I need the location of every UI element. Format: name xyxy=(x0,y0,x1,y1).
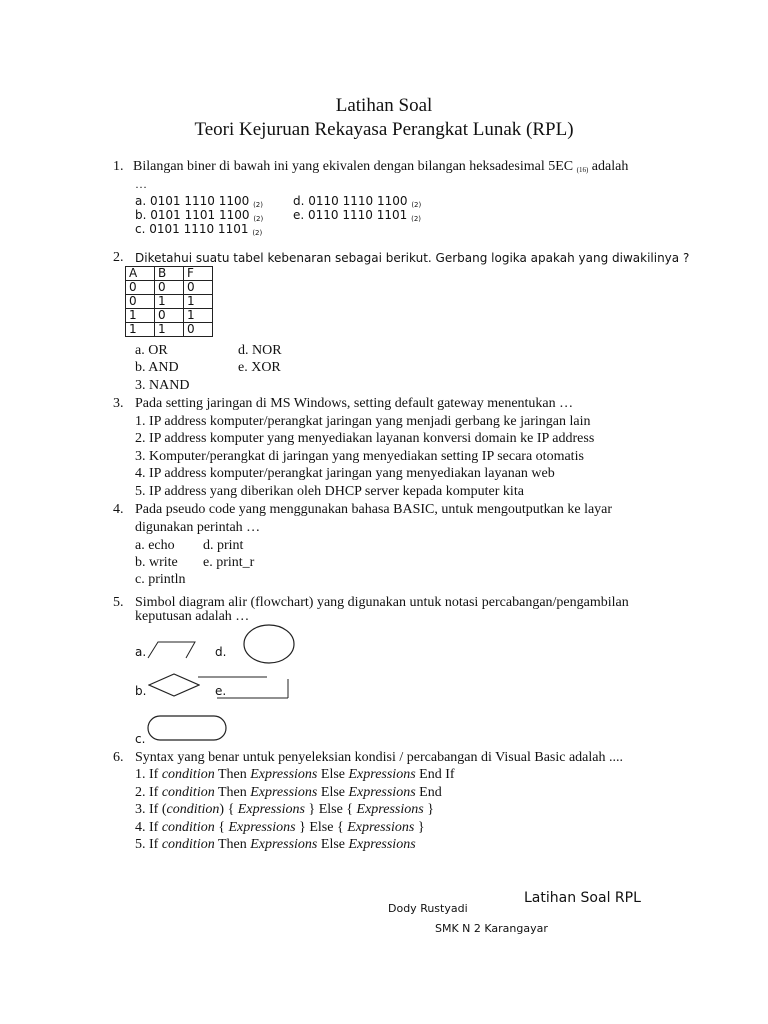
q1-option-c xyxy=(135,223,262,237)
truth-table-cell: 1 xyxy=(155,295,184,309)
truth-table xyxy=(125,266,213,337)
q6-option-3 xyxy=(135,803,434,817)
truth-table-header xyxy=(126,267,213,281)
q6-word: If xyxy=(149,767,159,782)
q6-word-italic: condition xyxy=(161,820,215,835)
q6-option-4 xyxy=(135,821,425,835)
truth-table-cell: 0 xyxy=(184,323,213,337)
rectangle-symbol xyxy=(197,676,291,700)
q6-word: If xyxy=(149,820,159,835)
truth-table-cell: 1 xyxy=(184,295,213,309)
terminator-symbol xyxy=(146,714,230,742)
q2-option-a: a. OR xyxy=(135,343,168,358)
q5-option-a: a. xyxy=(135,645,147,659)
q4-option-c: c. println xyxy=(135,572,186,587)
q6-word-italic: Expressions xyxy=(250,767,318,782)
q2-option-e: e. XOR xyxy=(238,360,281,375)
q6-option-5 xyxy=(135,838,416,852)
q3-option: 3. Komputer/perangkat di jaringan yang menyediakan setting IP secara otomatis xyxy=(135,449,584,464)
parallelogram-symbol xyxy=(147,641,197,659)
truth-table-cell: 0 xyxy=(155,309,184,323)
q6-word: } xyxy=(417,820,425,835)
q6-word: If xyxy=(149,785,159,800)
q6-word-italic: condition xyxy=(161,837,215,852)
q4-option-a: a. echo xyxy=(135,538,175,553)
q6-word-italic: Expressions xyxy=(237,802,305,817)
q1-tail: adalah xyxy=(591,159,629,174)
q2-question: Diketahui suatu tabel kebenaran sebagai berikut. Gerbang logika apakah yang diwakilinya ? xyxy=(135,251,690,265)
q6-word-italic: Expressions xyxy=(348,785,416,800)
q5-option-e: e. xyxy=(215,684,227,698)
q5-option-c: c. xyxy=(135,732,146,746)
q1-option-d xyxy=(293,195,421,209)
q6-word-italic: Expressions xyxy=(347,820,415,835)
q6-word: { xyxy=(218,820,225,835)
q1-base: (16) xyxy=(576,166,589,174)
q5-question-line-1: Simbol diagram alir (flowchart) yang digunakan untuk notasi percabangan/pengambilan xyxy=(135,595,629,610)
q1-option-a-text: a. 0101 1110 1100 xyxy=(135,194,250,208)
q1-option-e xyxy=(293,209,421,223)
q6-word-italic: Expressions xyxy=(348,767,416,782)
truth-table-cell: 1 xyxy=(155,323,184,337)
q6-word-italic: condition xyxy=(161,785,215,800)
truth-table-row xyxy=(126,295,213,309)
truth-table-cell: 0 xyxy=(126,295,155,309)
title-line-1: Latihan Soal xyxy=(335,95,433,116)
q6-word: If xyxy=(149,802,159,817)
q6-word-italic: condition xyxy=(161,767,215,782)
q6-word: { xyxy=(227,802,235,817)
q3-question: Pada setting jaringan di MS Windows, setting default gateway menentukan … xyxy=(135,396,574,411)
q6-option-1 xyxy=(135,768,455,782)
q6-num: 3. xyxy=(135,802,146,817)
q5-option-d: d. xyxy=(215,645,227,659)
q6-number: 6. xyxy=(113,750,124,765)
truth-table-cell: 0 xyxy=(126,281,155,295)
q3-option: 5. IP address yang diberikan oleh DHCP server kepada komputer kita xyxy=(135,484,524,499)
truth-table-header-cell: F xyxy=(184,267,213,281)
q4-number: 4. xyxy=(113,502,124,517)
q1-option-e-sub: (2) xyxy=(411,215,422,223)
circle-symbol xyxy=(242,623,296,665)
truth-table-row xyxy=(126,309,213,323)
q4-option-d: d. print xyxy=(203,538,244,553)
truth-table-cell: 0 xyxy=(184,281,213,295)
q1-text xyxy=(133,160,628,174)
q6-word: Else xyxy=(320,767,345,782)
truth-table-row xyxy=(126,323,213,337)
truth-table-cell: 0 xyxy=(155,281,184,295)
truth-table-header-cell: B xyxy=(155,267,184,281)
q4-question-line-2: digunakan perintah … xyxy=(135,520,261,535)
q6-word-italic: Expressions xyxy=(356,802,424,817)
q6-word-italic: Expressions xyxy=(250,785,318,800)
footer-label: Latihan Soal RPL xyxy=(524,890,641,906)
truth-table-cell: 1 xyxy=(184,309,213,323)
q4-question-line-1: Pada pseudo code yang menggunakan bahasa BASIC, untuk mengoutputkan ke layar xyxy=(135,502,613,517)
q2-option-d: d. NOR xyxy=(238,343,282,358)
q6-word-italic: Expressions xyxy=(228,820,296,835)
q3-option: 2. IP address komputer yang menyediakan layanan konversi domain ke IP address xyxy=(135,431,595,446)
title-line-2: Teori Kejuruan Rekayasa Perangkat Lunak (RPL) xyxy=(194,119,574,140)
q6-word: End If xyxy=(419,767,455,782)
q6-question: Syntax yang benar untuk penyeleksian kondisi / percabangan di Visual Basic adalah .... xyxy=(135,750,623,765)
q5-option-b: b. xyxy=(135,684,147,698)
truth-table-header-cell: A xyxy=(126,267,155,281)
q6-word-italic: Expressions xyxy=(250,837,318,852)
q6-word: } xyxy=(299,820,306,835)
diamond-symbol xyxy=(148,673,200,697)
q3-option: 1. IP address komputer/perangkat jaringan yang menjadi gerbang ke jaringan lain xyxy=(135,414,591,429)
q1-option-d-text: d. 0110 1110 1100 xyxy=(293,194,408,208)
q6-word: Then xyxy=(217,785,247,800)
q1-option-c-text: c. 0101 1110 1101 xyxy=(135,222,249,236)
q4-option-e: e. print_r xyxy=(203,555,255,570)
q6-word: If xyxy=(149,837,159,852)
truth-table-cell: 1 xyxy=(126,309,155,323)
q6-word: ( xyxy=(161,802,167,817)
truth-table-row xyxy=(126,281,213,295)
q1-option-a xyxy=(135,195,263,209)
q6-word: End xyxy=(419,785,442,800)
q6-num: 5. xyxy=(135,837,146,852)
q1-option-b-sub: (2) xyxy=(253,215,264,223)
q6-word: Then xyxy=(217,767,247,782)
q4-option-b: b. write xyxy=(135,555,178,570)
truth-table-cell: 1 xyxy=(126,323,155,337)
q5-question-line-2: keputusan adalah … xyxy=(135,609,250,624)
q3-number: 3. xyxy=(113,396,124,411)
q1-option-b-text: b. 0101 1101 1100 xyxy=(135,208,250,222)
q1-question: Bilangan biner di bawah ini yang ekivalen dengan bilangan heksadesimal 5EC xyxy=(133,159,574,174)
q6-word: Else xyxy=(320,837,345,852)
q6-word: { xyxy=(336,820,344,835)
q6-word-italic: condition xyxy=(166,802,220,817)
q5-number: 5. xyxy=(113,595,124,610)
q6-num: 2. xyxy=(135,785,146,800)
q6-word: Else xyxy=(320,785,345,800)
q6-word: } xyxy=(427,802,434,817)
q6-option-2 xyxy=(135,786,442,800)
footer-author: Dody Rustyadi xyxy=(388,902,468,915)
q6-word: Else xyxy=(318,802,343,817)
q2-option-b: b. AND xyxy=(135,360,179,375)
q2-option-c: 3. NAND xyxy=(135,378,190,393)
q6-word-italic: Expressions xyxy=(348,837,416,852)
q1-ellipsis: … xyxy=(135,177,147,191)
q1-option-c-sub: (2) xyxy=(252,229,263,237)
q1-option-a-sub: (2) xyxy=(253,201,263,209)
q6-word: ) xyxy=(219,802,225,817)
q6-word: Then xyxy=(217,837,247,852)
q2-number: 2. xyxy=(113,250,124,265)
q1-option-e-text: e. 0110 1110 1101 xyxy=(293,208,408,222)
footer-school: SMK N 2 Karangayar xyxy=(435,922,548,935)
q6-word: } xyxy=(308,802,316,817)
q1-option-b xyxy=(135,209,263,223)
q6-num: 1. xyxy=(135,767,146,782)
q3-option: 4. IP address komputer/perangkat jaringan yang menyediakan layanan web xyxy=(135,466,555,481)
q1-number: 1. xyxy=(113,159,124,174)
q6-num: 4. xyxy=(135,820,146,835)
q1-option-d-sub: (2) xyxy=(411,201,422,209)
q6-word: Else xyxy=(309,820,334,835)
q6-word: { xyxy=(346,802,354,817)
